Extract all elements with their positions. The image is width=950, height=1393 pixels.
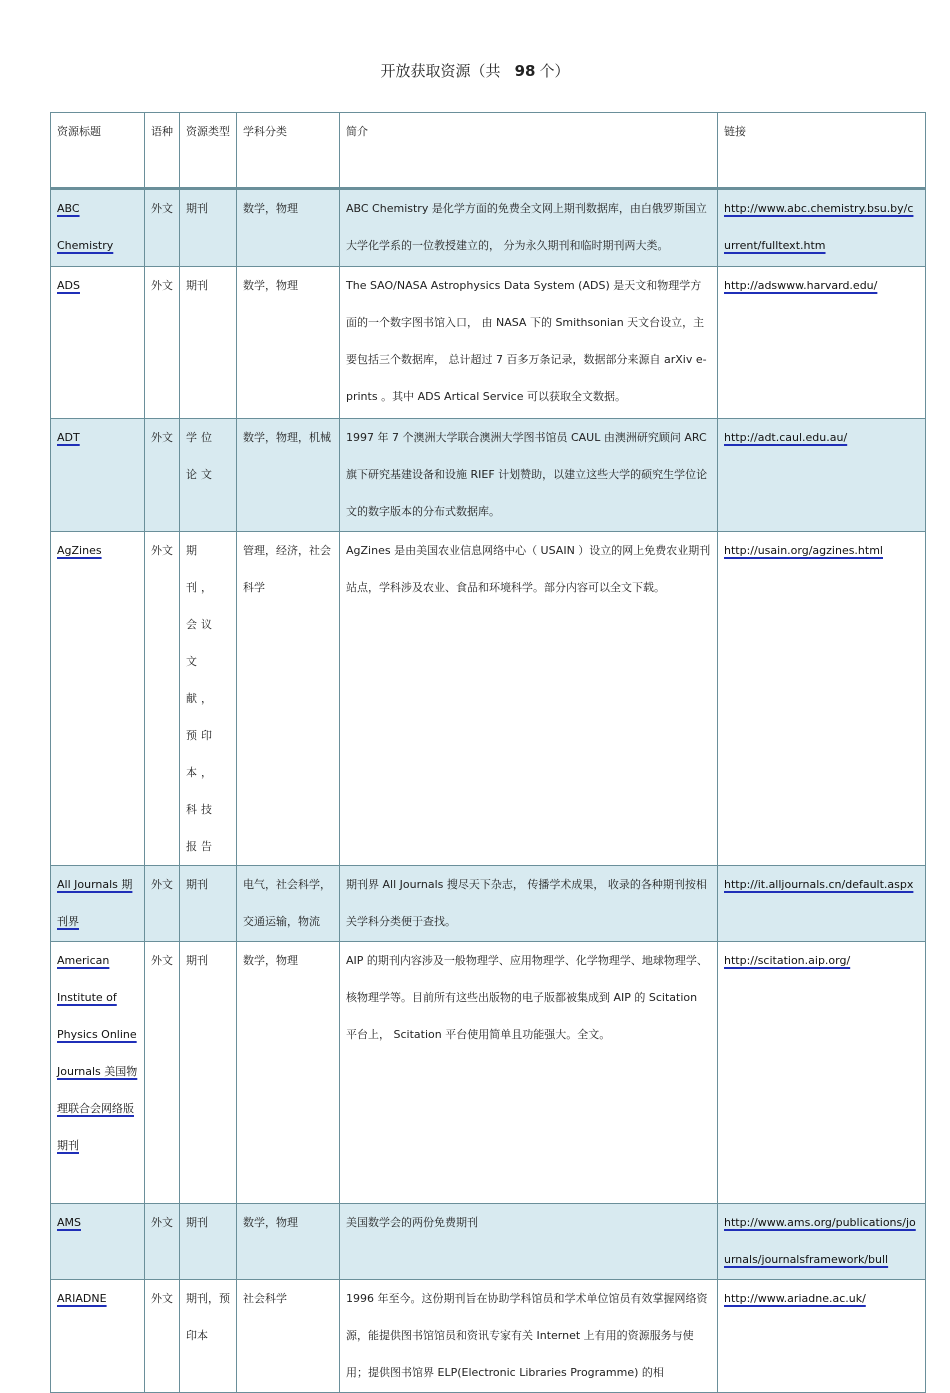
resource-title[interactable]: ADS [51,267,145,419]
resource-link[interactable]: http://www.ams.org/publications/journals/journalsframework/bull [718,1204,926,1280]
header-subject: 学科分类 [237,113,340,189]
resource-subject: 数学，物理 [237,942,340,1204]
resource-type: 期刊 [180,189,237,267]
resource-intro: The SAO/NASA Astrophysics Data System (ADS) 是天文和物理学方面的一个数字图书馆入口， 由 NASA 下的 Smithsonian 天文台设立，主要包括三个数据库， 总计超过 7 百多万条记录，数据部分来源自 arXiv e-prints 。其中 ADS Artical Service 可以获取全文数据。 [340,267,718,419]
resource-link[interactable]: http://adt.caul.edu.au/ [718,419,926,532]
resource-title[interactable]: All Journals 期刊界 [51,866,145,942]
resource-link[interactable]: http://usain.org/agzines.html [718,532,926,866]
table-row [51,532,926,866]
resource-intro: 美国数学会的两份免费期刊 [340,1204,718,1280]
resource-language: 外文 [145,532,180,866]
resource-language: 外文 [145,267,180,419]
resource-link[interactable]: http://scitation.aip.org/ [718,942,926,1204]
resource-intro: AgZines 是由美国农业信息网络中心（ USAIN ）设立的网上免费农业期刊站点，学科涉及农业、食品和环境科学。部分内容可以全文下载。 [340,532,718,866]
resource-subject: 管理，经济，社会科学 [237,532,340,866]
resource-title[interactable]: ARIADNE [51,1280,145,1393]
resource-type: 期刊 [180,1204,237,1280]
resource-subject: 数学，物理 [237,267,340,419]
header-link: 链接 [718,113,926,189]
resource-title[interactable]: ADT [51,419,145,532]
resource-subject: 数学，物理 [237,1204,340,1280]
resource-subject: 数学，物理，机械 [237,419,340,532]
resource-title[interactable]: AgZines [51,532,145,866]
header-title: 资源标题 [51,113,145,189]
table-row [51,267,926,419]
page-title-suffix: 个） [539,62,570,80]
page-title [0,60,950,81]
resource-subject: 电气，社会科学，交通运输，物流 [237,866,340,942]
header-language: 语种 [145,113,180,189]
table-row [51,1204,926,1280]
resource-type: 期刊 [180,866,237,942]
resource-title[interactable]: American Institute of Physics Online Journals 美国物理联合会网络版期刊 [51,942,145,1204]
resource-intro: 1997 年 7 个澳洲大学联合澳洲大学图书馆员 CAUL 由澳洲研究顾问 ARC 旗下研究基建设备和设施 RIEF 计划赞助，以建立这些大学的硕究生学位论文的数字版本的分布式数据库。 [340,419,718,532]
table-row [51,189,926,267]
resource-intro: ABC Chemistry 是化学方面的免费全文网上期刊数据库，由白俄罗斯国立大学化学系的一位教授建立的， 分为永久期刊和临时期刊两大类。 [340,189,718,267]
resource-title[interactable]: ABC Chemistry [51,189,145,267]
table-row [51,866,926,942]
resource-language: 外文 [145,419,180,532]
resource-intro: 1996 年至今。这份期刊旨在协助学科馆员和学术单位馆员有效掌握网络资源，能提供图书馆馆员和资讯专家有关 Internet 上有用的资源服务与使用；提供图书馆界 ELP(Electronic Libraries Programme) 的相 [340,1280,718,1393]
page-title-prefix: 开放获取资源（共 [380,62,501,80]
header-intro: 简介 [340,113,718,189]
resource-language: 外文 [145,1204,180,1280]
resource-link[interactable]: http://it.alljournals.cn/default.aspx [718,866,926,942]
resource-type: 期刊，预印本 [180,1280,237,1393]
header-resource-type: 资源类型 [180,113,237,189]
resource-subject: 社会科学 [237,1280,340,1393]
resource-type: 期刊，会议文献，预印本，科技报告 [180,532,237,866]
resource-link[interactable]: http://adswww.harvard.edu/ [718,267,926,419]
resource-intro: AIP 的期刊内容涉及一般物理学、应用物理学、化学物理学、地球物理学、核物理学等。目前所有这些出版物的电子版都被集成到 AIP 的 Scitation 平台上， Scitation 平台使用简单且功能强大。全文。 [340,942,718,1204]
resource-count: 98 [514,62,536,80]
resource-type: 学位论文 [180,419,237,532]
resource-subject: 数学，物理 [237,189,340,267]
table-row [51,942,926,1204]
resource-link[interactable]: http://www.abc.chemistry.bsu.by/current/fulltext.htm [718,189,926,267]
resource-language: 外文 [145,1280,180,1393]
resource-table [50,112,926,1393]
resource-type: 期刊 [180,942,237,1204]
table-row [51,419,926,532]
table-header-row [51,113,926,189]
resource-language: 外文 [145,942,180,1204]
resource-link[interactable]: http://www.ariadne.ac.uk/ [718,1280,926,1393]
resource-language: 外文 [145,866,180,942]
resource-language: 外文 [145,189,180,267]
table-row [51,1280,926,1393]
resource-type: 期刊 [180,267,237,419]
resource-intro: 期刊界 All Journals 搜尽天下杂志， 传播学术成果， 收录的各种期刊按相关学科分类便于查找。 [340,866,718,942]
resource-title[interactable]: AMS [51,1204,145,1280]
